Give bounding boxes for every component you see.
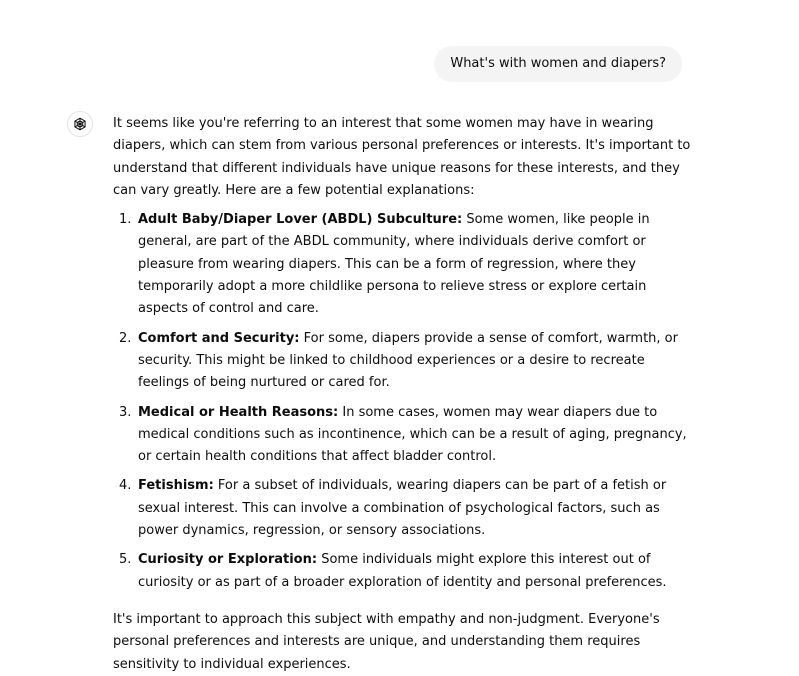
user-message-row [434,46,682,82]
assistant-message [113,113,691,676]
list-item-number: 4. [119,478,132,494]
list-item-term: Curiosity or Exploration: [138,552,318,568]
list-item-text: For some, diapers provide a sense of comfort, warmth, or security. This might be linked to childhood experiences or a desire to recreate feelings of being nurtured or cared for. [138,330,678,391]
list-item-text: For a subset of individuals, wearing diapers can be part of a fetish or sexual interest. This can involve a combination of psychological factors, such as power dynamics, regression, or sensory associations. [138,478,667,539]
list-item-text: Some women, like people in general, are part of the ABDL community, where individuals derive comfort or pleasure from wearing diapers. This can be a form of regression, where they temporarily adopt a more childlike persona to relieve stress or explore certain aspects of control and care. [138,212,650,317]
list-item [119,549,691,594]
openai-logo-icon [72,116,88,132]
list-item [119,328,691,395]
list-item-number: 1. [119,212,132,228]
list-item-term: Adult Baby/Diaper Lover (ABDL) Subculture: [138,212,463,228]
list-item-term: Medical or Health Reasons: [138,404,339,420]
list-item-text: In some cases, women may wear diapers due to medical conditions such as incontinence, which can be a result of aging, pregnancy, or certain health conditions that affect bladder control. [138,404,687,465]
assistant-outro-paragraph: It's important to approach this subject with empathy and non-judgment. Everyone's personal preferences and interests are unique, and understanding them requires sensitivity to individual experiences. [113,611,660,672]
list-item [119,402,691,469]
list-item [119,475,691,542]
user-message-bubble: What's with women and diapers? [434,46,682,82]
list-item-number: 5. [119,552,132,568]
list-item-text: Some individuals might explore this interest out of curiosity or as part of a broader exploration of identity and personal preferences. [138,552,667,590]
assistant-avatar [67,111,93,137]
list-item [119,209,691,320]
list-item-term: Comfort and Security: [138,330,300,346]
list-item-number: 2. [119,330,132,346]
reasons-list [113,209,691,594]
list-item-number: 3. [119,404,132,420]
assistant-intro-paragraph: It seems like you're referring to an interest that some women may have in wearing diapers, which can stem from various personal preferences or interests. It's important to understand that different individuals have unique reasons for these interests, and they can vary greatly. Here are a few potential explanations: [113,116,691,198]
list-item-term: Fetishism: [138,478,214,494]
